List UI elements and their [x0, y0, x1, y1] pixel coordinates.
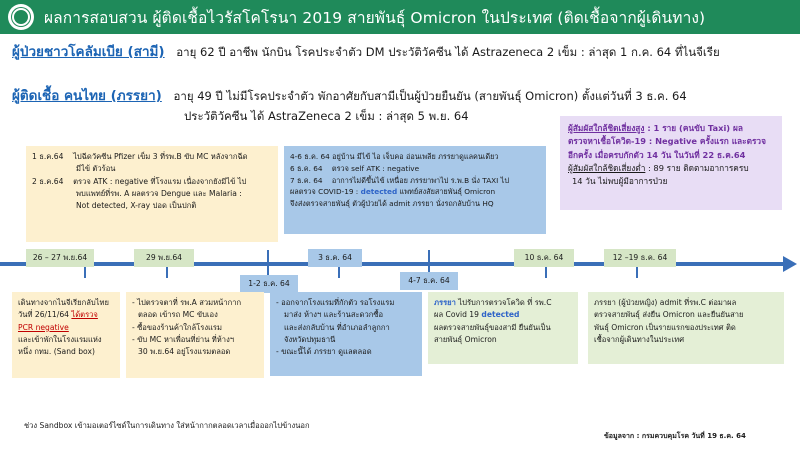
ministry-logo-icon — [8, 4, 34, 30]
event-text: Not detected, X-ray ปอด เป็นปกติ — [76, 201, 197, 211]
pcr-result: PCR negative — [18, 322, 69, 332]
date-label: 29 พ.ย.64 — [134, 249, 194, 267]
event-box-dec1-2-bottom — [270, 292, 422, 376]
event-text: อาการไม่ดีขึ้นไข้ เหนื่อย ภรรยาพาไป ร.พ.B นั่ง TAXI ไป — [331, 175, 509, 185]
event-text: สายพันธุ์ Omicron — [434, 334, 497, 344]
husband-details: อายุ 62 ปี อาชีพ นักบิน โรคประจำตัว DM ประวัติวัคซีน ได้ Astrazeneca 2 เข็ม : ล่าสุด 1 ก.ค. 64 ที่ไนจีเรีย — [176, 45, 720, 59]
low-risk-label: ผู้สัมผัสใกล้ชิดเสี่ยงต่ำ — [568, 162, 646, 173]
detected-text: detected — [360, 187, 398, 197]
wife-vaccine: ประวัติวัคซีน ได้ AstraZeneca 2 เข็ม : ล่าสุด 5 พ.ย. 64 — [184, 109, 469, 123]
event-text: และส่งกลับบ้าน ที่อำเภอลำลูกกา — [284, 322, 390, 332]
event-box-dec4-7 — [284, 146, 546, 234]
event-box-dec12-19 — [588, 292, 784, 364]
event-text: - ขับ MC หาเพื่อนที่ย่าน ที่ห้างฯ — [132, 334, 235, 344]
page-title: ผลการสอบสวน ผู้ติดเชื้อไวรัสโคโรนา 2019 สายพันธุ์ Omicron ในประเทศ (ติดเชื้อจากผู้เดินทาง) — [44, 8, 706, 27]
title-bar — [0, 0, 800, 34]
event-text: อยู่บ้าน มีไข้ ไอ เจ็บคอ อ่อนเพลีย ภรรยาดูแลคนเดียว — [332, 152, 499, 161]
event-text: - ซื้อของร้านค้าใกล้โรงแรม — [132, 322, 223, 332]
date-label: 4-7 ธ.ค. 64 — [400, 272, 458, 290]
event-text: เชื้อจากผู้เดินทางในประเทศ — [594, 334, 685, 344]
event-text: เดินทางจากไนจีเรียกลับไทย — [18, 298, 109, 307]
event-text: ตรวจ self ATK : negative — [331, 163, 420, 173]
date-dec6: 6 ธ.ค. 64 — [290, 163, 323, 173]
date-dec1: 1 ธ.ค.64 — [32, 152, 64, 161]
date-dec7: 7 ธ.ค. 64 — [290, 175, 323, 185]
date-dec4-6: 4-6 ธ.ค. 64 — [290, 152, 330, 161]
wife-word: ภรรยา — [434, 298, 456, 307]
sandbox-note: ช่วง Sandbox เข้ามอเตอร์ไซด์ในการเดินทาง ใส่หน้ากากตลอดเวลาเมื่อออกไปข้างนอก — [24, 421, 310, 430]
event-box-nov26-27 — [12, 292, 120, 378]
event-box-nov29 — [126, 292, 264, 378]
date-dec2: 2 ธ.ค.64 — [32, 176, 64, 186]
date-label: 1-2 ธ.ค. 64 — [240, 275, 298, 293]
event-text: ตรวจ ATK : negative ที่โรงแรม เนื่องจากยังมีไข้ ไป — [73, 176, 247, 186]
event-text: ภรรยา (ผู้ป่วยหญิง) admit ที่รพ.C ต่อมาผล — [594, 298, 737, 307]
high-risk-detail: ตรวจหาเชื้อโควิด-19 : Negative ครั้งแรก และตรวจ — [568, 136, 766, 147]
event-text: - ออกจากโรงแรมที่กักตัว รอโรงแรม — [276, 298, 395, 307]
event-text: ผลตรวจ COVID-19 : — [290, 187, 361, 197]
event-box-dec1-2 — [26, 146, 278, 242]
event-box-dec10 — [428, 292, 578, 364]
date-label: 10 ธ.ค. 64 — [514, 249, 574, 267]
event-text: หนึ่ง กทม. (Sand box) — [18, 347, 95, 357]
event-text: มีไข้ ตัวร้อน — [76, 164, 116, 174]
event-text: วันที่ 26/11/64 — [18, 310, 72, 320]
date-label: 12 –19 ธ.ค. 64 — [604, 249, 676, 267]
event-text: มาส่ง ห้างฯ และร้านสะดวกซื้อ — [284, 310, 384, 320]
event-text: พันธุ์ Omicron เป็นรายแรกของประเทศ ติด — [594, 322, 736, 332]
event-text: ไปรับการตรวจโควิด ที่ รพ.C — [455, 298, 552, 307]
wife-info — [12, 84, 687, 106]
event-text: จึงส่งตรวจสายพันธุ์ ตัวผู้ป่วยได้ admit ภรรยา นั่งรถกลับบ้าน HQ — [290, 199, 494, 209]
event-text: - ไปตรวจตาที่ รพ.A สวมหน้ากาก — [132, 298, 242, 307]
event-text: จังหวัดปทุมธานี — [284, 334, 336, 344]
wife-details-1: อายุ 49 ปี ไม่มีโรคประจำตัว พักอาศัยกับสามีเป็นผู้ป่วยยืนยัน (สายพันธุ์ Omicron) ตั้งแต่วันที่ 3 ธ.ค. 64 — [173, 89, 687, 103]
high-risk-detail: อีกครั้ง เมื่อครบกักตัว 14 วัน ในวันที่ 22 ธ.ค.64 — [568, 149, 746, 160]
low-risk-detail: 14 วัน ไม่พบผู้มีอาการป่วย — [572, 176, 668, 187]
detected-text: detected — [481, 310, 520, 320]
event-text: และเข้าพักในโรงแรมแห่ง — [18, 334, 102, 344]
event-text: ได้ตรวจ — [71, 310, 98, 320]
data-source: ข้อมูลจาก : กรมควบคุมโรค วันที่ 19 ธ.ค. 64 — [604, 432, 746, 440]
husband-label: ผู้ป่วยชาวโคลัมเบีย (สามี) — [12, 44, 165, 60]
event-text: พบแพทย์ที่รพ. A ผลตรวจ Dengue และ Malaria : — [76, 188, 242, 198]
event-text: ไปฉีดวัคซีน Pfizer เข็ม 3 ที่รพ.B ขับ MC หลังจากฉีด — [73, 152, 248, 161]
event-text: ตรวจสายพันธุ์ ส่งยืน Omicron และยืนยันสาย — [594, 310, 744, 320]
event-text: ตลอด เข้ารถ MC ขับเอง — [138, 310, 218, 320]
husband-info — [12, 40, 720, 62]
event-text: ผลตรวจสายพันธุ์ของสามี ยืนยันเป็น — [434, 322, 551, 332]
high-risk-count: : 1 ราย (คนขับ Taxi) ผล — [644, 123, 743, 133]
event-text: ผล Covid 19 — [434, 310, 482, 320]
date-label: 26 – 27 พ.ย.64 — [26, 249, 94, 267]
event-text: 30 พ.ย.64 อยู่โรงแรมตลอด — [138, 347, 231, 357]
date-label: 3 ธ.ค. 64 — [308, 249, 362, 267]
timeline-arrow-icon — [783, 256, 797, 272]
contacts-note — [560, 116, 782, 210]
event-text: - ขณะนี้ได้ ภรรยา ดูแลตลอด — [276, 347, 372, 357]
event-text: แพทย์สงสัยสายพันธุ์ Omicron — [397, 187, 496, 197]
high-risk-label: ผู้สัมผัสใกล้ชิดเสี่ยงสูง — [568, 123, 645, 133]
wife-label: ผู้ติดเชื้อ คนไทย (ภรรยา) — [12, 88, 162, 104]
timeline-tick — [267, 250, 269, 278]
low-risk-count: : 89 ราย ติดตามอาการครบ — [645, 162, 749, 173]
